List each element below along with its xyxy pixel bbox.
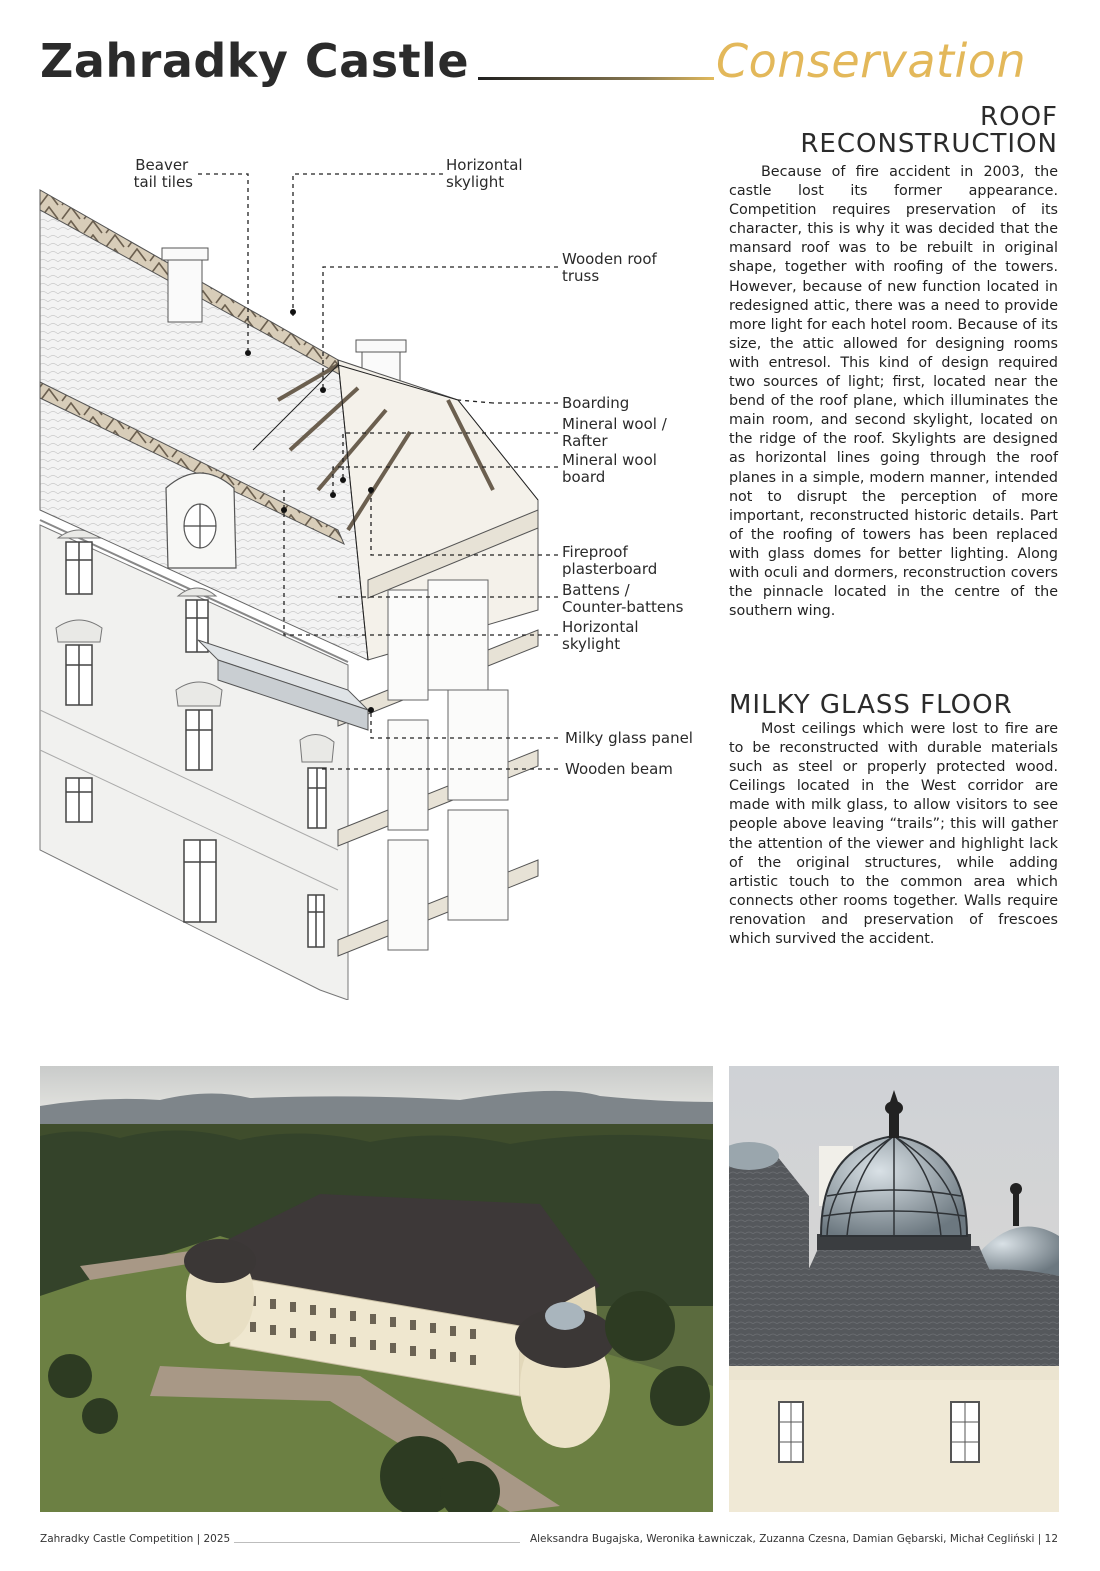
castle-section-drawing (38, 150, 718, 1000)
roof-section-body: Because of fire accident in 2003, the castle lost its former appearance. Competition requires preservation of its character, this is why it was decided that the mansard roof was to be rebuilt in original shape, together with roofing of the towers. However, because of new function located in redesigned attic, there was a need to provide more light for each hotel room. Because of its size, the attic allowed for designing rooms with entresol. This kind of design required two sources of light; first, located near the bend of the roof plane, which illuminates the main room, and second skylight, located on the ridge of the roof. Skylights are designed as horizontal lines going through the roof planes in a simple, modern manner, intended not to disrupt the perception of more important, reconstructed historic details. Part of the roofing of towers has been replaced with glass domes for better lighting. Along with oculi and dormers, reconstruction covers the pinnacle located in the centre of the southern wing. (729, 164, 1058, 620)
page-subtitle: Conservation (716, 34, 1027, 88)
label-battens: Battens / Counter-battens (562, 581, 684, 616)
footer-competition: Zahradky Castle Competition | 2025 (40, 1533, 231, 1545)
label-mineral-wool-board: Mineral wool board (562, 451, 657, 486)
dormer (166, 473, 236, 568)
roof-heading-line1: ROOF (980, 102, 1058, 132)
label-horizontal-skylight-top: Horizontal skylight (446, 156, 523, 191)
roof-heading-line2: RECONSTRUCTION (800, 129, 1058, 159)
label-boarding: Boarding (562, 394, 630, 412)
tower-left-roof (184, 1239, 256, 1283)
glass-section-heading: MILKY GLASS FLOOR (729, 690, 1013, 720)
label-mineral-wool-rafter: Mineral wool / Rafter (562, 415, 667, 450)
label-fireproof-plasterboard: Fireproof plasterboard (562, 543, 658, 578)
label-wooden-roof-truss: Wooden roof truss (562, 250, 657, 285)
label-horizontal-skylight-low: Horizontal skylight (562, 618, 639, 653)
label-milky-glass-panel: Milky glass panel (565, 729, 693, 747)
glass-section-body: Most ceilings which were lost to fire are to be reconstructed with durable materials such as steel or properly protected wood. Ceilings located in the West corridor are made with milk glass, to allow visitors to see people above leaving “trails”; this will gather the attention of the viewer and highlight lack of the original structures, while adding artistic touch to the common area which connects other rooms together. Walls require renovation and preservation of frescoes which survived the accident. (729, 721, 1058, 948)
label-wooden-beam: Wooden beam (565, 760, 673, 778)
section-drawing-svg (38, 150, 718, 1000)
dome-photo-svg (729, 1066, 1059, 1512)
tower-cornice (729, 1366, 1059, 1380)
label-beaver-tail: Beaver tail tiles (133, 156, 193, 191)
castle-aerial-photo (40, 1066, 713, 1512)
roof-section-heading (718, 104, 1058, 158)
footer-authors-page: Aleksandra Bugajska, Weronika Ławniczak, Zuzanna Czesna, Damian Gębarski, Michał Cegliński | 12 (529, 1533, 1058, 1545)
footer-divider (234, 1542, 520, 1543)
glass-dome (545, 1302, 585, 1330)
title-gradient-rule (478, 77, 714, 80)
page-title: Zahradky Castle (40, 34, 470, 88)
aerial-photo-svg (40, 1066, 713, 1512)
glass-dome-photo (729, 1066, 1059, 1512)
